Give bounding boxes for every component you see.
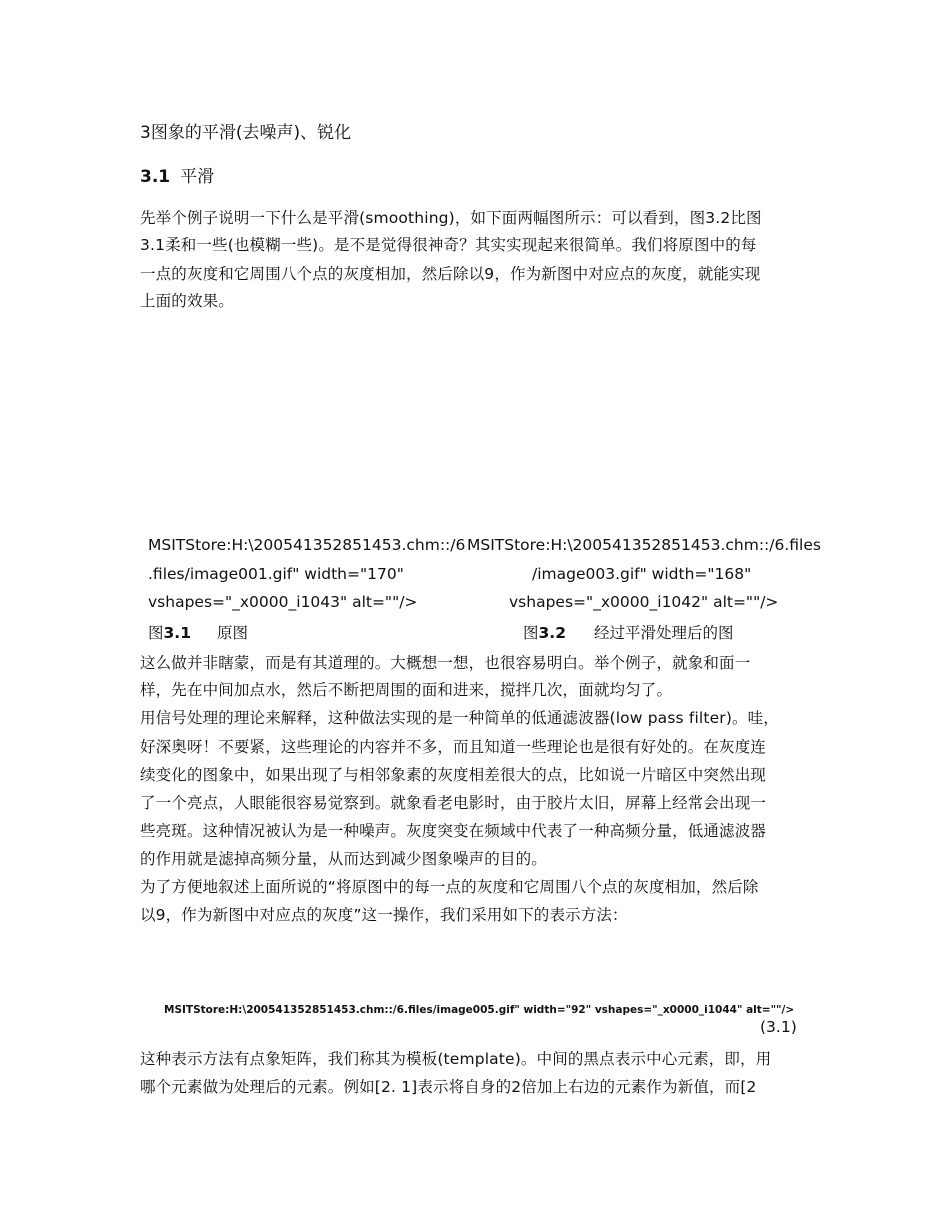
figure-2-caption-text: 经过平滑处理后的图 xyxy=(593,624,734,642)
body-line: 续变化的图象中，如果出现了与相邻象素的灰度相差很大的点，比如说一片暗区中突然出现 xyxy=(140,766,767,784)
figure-2-alt-line: /image003.gif" width="168" xyxy=(532,565,752,583)
figure-1-caption-prefix: 图 xyxy=(148,624,164,642)
subsection-heading xyxy=(140,162,214,187)
equation-number: (3.1) xyxy=(760,1018,797,1036)
body-line: 以9，作为新图中对应点的灰度”这一操作，我们采用如下的表示方法： xyxy=(140,906,628,924)
figure-1-alt-line: .files/image001.gif" width="170" xyxy=(148,565,404,583)
body-line: 好深奥呀！不要紧，这些理论的内容并不多，而且知道一些理论也是很有好处的。在灰度连 xyxy=(140,738,767,756)
figure-2-caption-number: 3.2 xyxy=(538,624,566,642)
body-line: 了一个亮点，人眼能很容易觉察到。就象看老电影时，由于胶片太旧，屏幕上经常会出现一 xyxy=(140,794,767,812)
section-title: 3图象的平滑(去噪声)、锐化 xyxy=(140,123,352,143)
closing-line: 这种表示方法有点象矩阵，我们称其为模板(template)。中间的黑点表示中心元素，即，用 xyxy=(140,1050,772,1068)
figure-2-caption xyxy=(523,621,734,643)
subsection-number: 3.1 xyxy=(140,167,171,187)
figure-2-caption-prefix: 图 xyxy=(523,624,539,642)
intro-line: 上面的效果。 xyxy=(140,292,234,310)
intro-line: 先举个例子说明一下什么是平滑(smoothing)，如下面两幅图所示：可以看到，图3.2比图 xyxy=(140,209,762,227)
figure-1-caption xyxy=(148,621,248,643)
subsection-title: 平滑 xyxy=(180,167,215,187)
body-line: 的作用就是滤掉高频分量，从而达到减少图象噪声的目的。 xyxy=(140,850,547,868)
figure-1-caption-number: 3.1 xyxy=(163,624,191,642)
closing-line: 哪个元素做为处理后的元素。例如[2. 1]表示将自身的2倍加上右边的元素作为新值，而[2 xyxy=(140,1078,757,1096)
figure-2-alt-line: vshapes="_x0000_i1042" alt=""/> xyxy=(509,593,779,611)
body-line: 些亮斑。这种情况被认为是一种噪声。灰度突变在频域中代表了一种高频分量，低通滤波器 xyxy=(140,822,767,840)
figure-1-alt-line: MSITStore:H:\200541352851453.chm::/6 xyxy=(148,536,466,554)
body-line: 样，先在中间加点水，然后不断把周围的面和进来，搅拌几次，面就均匀了。 xyxy=(140,681,673,699)
intro-line: 3.1柔和一些(也模糊一些)。是不是觉得很神奇？其实实现起来很简单。我们将原图中的每 xyxy=(140,236,757,254)
body-line: 为了方便地叙述上面所说的“将原图中的每一点的灰度和它周围八个点的灰度相加，然后除 xyxy=(140,878,759,896)
figure-1-alt-line: vshapes="_x0000_i1043" alt=""/> xyxy=(148,593,418,611)
intro-line: 一点的灰度和它周围八个点的灰度相加，然后除以9，作为新图中对应点的灰度，就能实现 xyxy=(140,265,761,283)
body-line: 用信号处理的理论来解释，这种做法实现的是一种简单的低通滤波器(low pass filter)。哇， xyxy=(140,709,779,727)
figure-1-caption-text: 原图 xyxy=(216,624,248,642)
equation-alt-text: MSITStore:H:\200541352851453.chm::/6.files/image005.gif" width="92" vshapes="_x0000_i1044" alt=""/> xyxy=(164,1004,795,1016)
body-line: 这么做并非瞎蒙，而是有其道理的。大概想一想，也很容易明白。举个例子，就象和面一 xyxy=(140,654,751,672)
figure-2-alt-line: MSITStore:H:\200541352851453.chm::/6.files xyxy=(467,536,821,554)
